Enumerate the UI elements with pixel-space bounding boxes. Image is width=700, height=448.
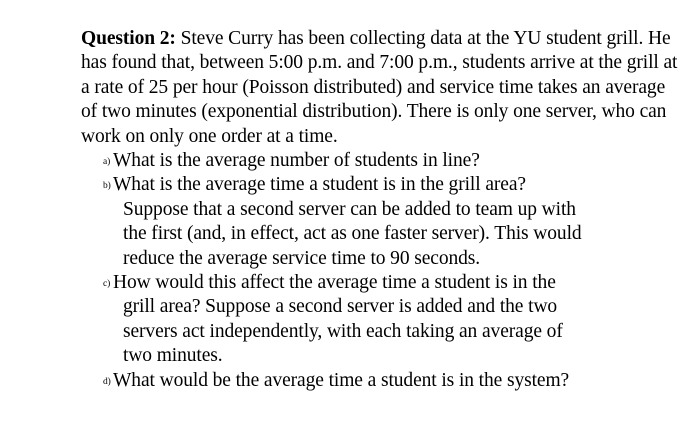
question-intro: [81, 27, 681, 149]
part-b-line-1: What is the average time a student is in the grill area?: [113, 174, 526, 196]
part-a-marker: a): [103, 157, 111, 168]
part-c-line-1: How would this affect the average time a student is in the: [113, 272, 556, 294]
part-b-line-3: the first (and, in effect, act as one faster server). This would: [123, 223, 582, 245]
question-document: [81, 27, 681, 393]
question-heading: Question 2:: [81, 28, 176, 49]
question-part-b: [81, 173, 681, 271]
part-c-marker: c): [103, 279, 111, 290]
part-d-marker: d): [103, 376, 111, 387]
question-parts-list: [81, 149, 681, 393]
part-d-line-1: What would be the average time a student is in the system?: [113, 369, 570, 391]
part-a-line-1: What is the average number of students in line?: [113, 150, 480, 172]
part-c-line-2: grill area? Suppose a second server is added and the two: [123, 296, 558, 318]
question-intro-text: Steve Curry has been collecting data at the YU student grill. He has found that, between 5:00 p.m. and 7:00 p.m., students arrive at the grill at a rate of 25 per hour (Poisson distributed) and service time takes an average of two minutes (exponential distribution). There is only one server, who can work on only one order at a time.: [81, 28, 678, 147]
question-part-c: [81, 271, 681, 369]
part-b-marker: b): [103, 181, 111, 192]
question-part-d: [81, 369, 681, 393]
part-b-line-2: Suppose that a second server can be added to team up with: [123, 198, 576, 220]
part-c-line-3: servers act independently, with each taking an average of: [123, 320, 563, 342]
part-c-line-4: two minutes.: [123, 345, 223, 367]
part-b-line-4: reduce the average service time to 90 seconds.: [123, 247, 481, 269]
question-part-a: [81, 149, 681, 173]
